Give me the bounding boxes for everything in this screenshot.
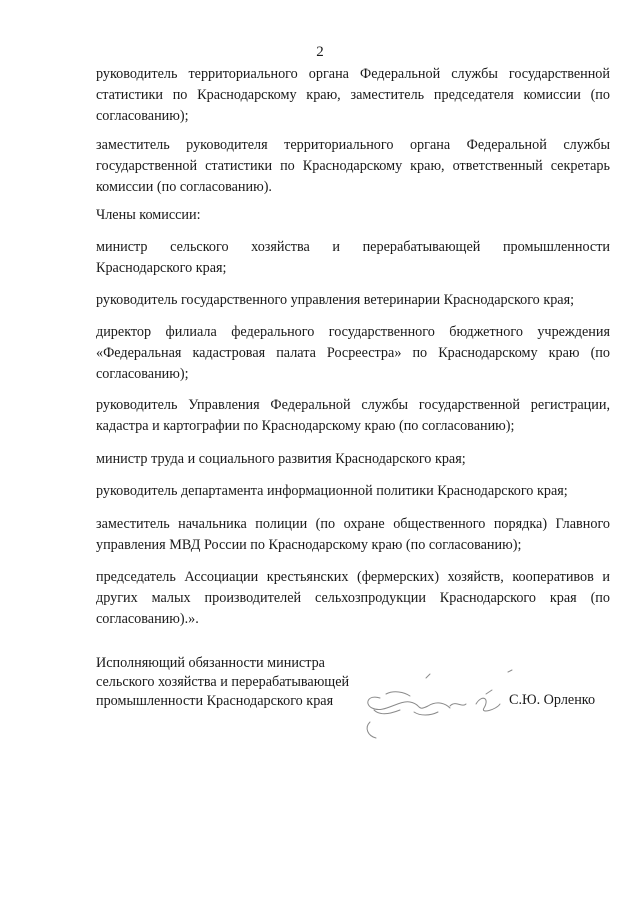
member-information-policy: руководитель департамента информационной политики Краснодарского края;: [96, 483, 568, 499]
member-cadastral-chamber: директор филиала федерального государственного бюджетного учреждения «Федеральная кадастровая палата Росреестра» по Краснодарскому краю (по согласованию);: [96, 324, 610, 382]
signatory-position-line: Исполняющий обязанности министра: [96, 655, 325, 671]
member-agriculture-minister: министр сельского хозяйства и перерабатывающей промышленности Краснодарского края;: [96, 239, 610, 276]
member-police-deputy: заместитель начальника полиции (по охране общественного порядка) Главного управления МВД России по Краснодарскому краю (по согласованию);: [96, 516, 610, 553]
signatory-position: [96, 654, 349, 711]
page-number: 2: [316, 44, 324, 60]
member-registration-service: руководитель Управления Федеральной службы государственной регистрации, кадастра и картографии по Краснодарскому краю (по согласованию);: [96, 397, 610, 434]
members-heading: Члены комиссии:: [96, 207, 201, 223]
handwritten-signature: [350, 664, 520, 744]
signatory-position-line: сельского хозяйства и перерабатывающей: [96, 674, 350, 690]
member-farmers-association: председатель Ассоциации крестьянских (фермерских) хозяйств, кооперативов и других малых производителей сельхозпродукции Краснодарского края (по согласованию).».: [96, 569, 610, 627]
signatory-name: С.Ю. Орленко: [509, 692, 596, 708]
paragraph-deputy-chair: руководитель территориального органа Федеральной службы государственной статистики по Краснодарскому краю, заместитель председателя комиссии (по согласованию);: [96, 66, 610, 124]
signatory-position-line: промышленности Краснодарского края: [96, 693, 334, 709]
member-labour-minister: министр труда и социального развития Краснодарского края;: [96, 451, 466, 467]
paragraph-secretary: заместитель руководителя территориального органа Федеральной службы государственной статистики по Краснодарскому краю, ответственный секретарь комиссии (по согласованию).: [96, 137, 610, 195]
member-veterinary-head: руководитель государственного управления ветеринарии Краснодарского края;: [96, 292, 575, 308]
